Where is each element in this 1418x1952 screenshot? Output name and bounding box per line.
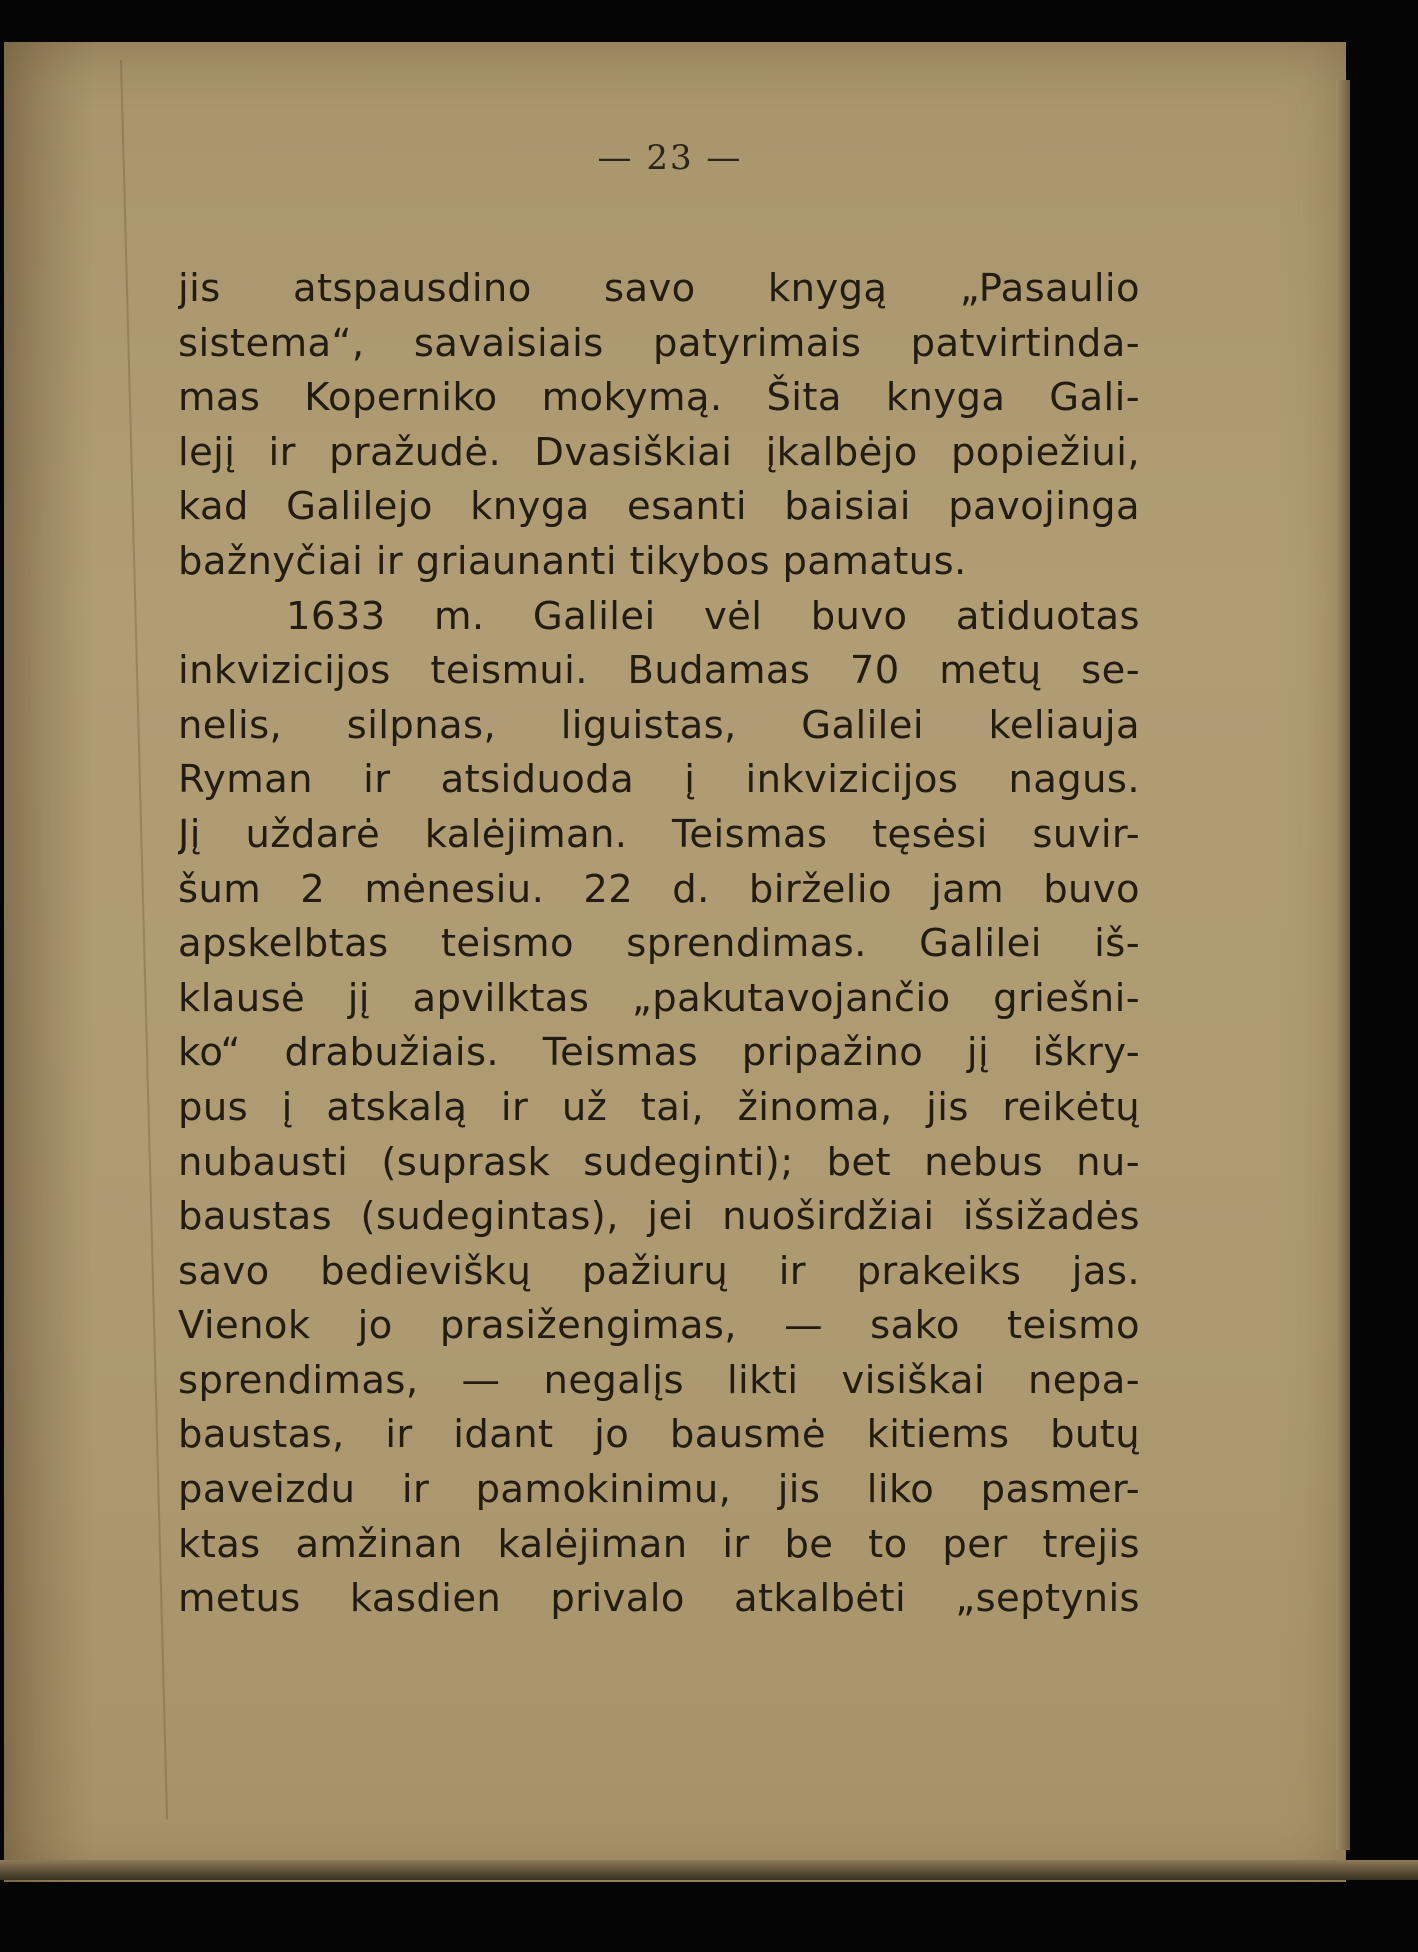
text-line: jis atspausdino savo knygą „Pasaulio [178,266,1140,311]
text-line: šum 2 mėnesiu. 22 d. birželio jam buvo [178,866,1140,912]
page-number: — 23 — [597,138,743,178]
body-text [178,262,1140,1627]
text-line: baustas (sudegintas), jei nuoširdžiai išsižadės [178,1194,1140,1240]
text-line: sprendimas, — negalįs likti visiškai nepa- [178,1357,1140,1403]
text-line: ko“ drabužiais. Teismas pripažino jį iškry- [178,1030,1140,1076]
text-line: pus į atskalą ir už tai, žinoma, jis reikėtų [178,1084,1140,1130]
text-line: Jį uždarė kalėjiman. Teismas tęsėsi suvir- [178,811,1140,857]
text-line: Vienok jo prasižengimas, — sako teismo [178,1303,1140,1349]
text-line: Ryman ir atsiduoda į inkvizicijos nagus. [178,757,1140,803]
text-line: nelis, silpnas, liguistas, Galilei keliauja [178,702,1140,748]
page-shadow-left [4,42,94,1882]
page-right-edge [1336,80,1350,1850]
text-line: baustas, ir idant jo bausmė kitiems butų [178,1412,1140,1458]
text-line: nubausti (suprask sudeginti); bet nebus nu- [178,1139,1140,1185]
text-line: paveizdu ir pamokinimu, jis liko pasmer- [178,1467,1140,1513]
text-line: 1633 m. Galilei vėl buvo atiduotas [286,593,1140,639]
text-line: metus kasdien privalo atkalbėti „septynis [178,1576,1140,1622]
text-line: savo bedieviškų pažiurų ir prakeiks jas. [178,1248,1140,1294]
text-line: apskelbtas teismo sprendimas. Galilei iš- [178,921,1140,967]
text-line: sistema“, savaisiais patyrimais patvirtinda- [178,320,1140,366]
text-line: kad Galilejo knyga esanti baisiai pavojinga [178,484,1140,530]
page-bottom-edge [0,1860,1418,1880]
text-line: klausė jį apvilktas „pakutavojančio griešni- [178,975,1140,1021]
text-line: mas Koperniko mokymą. Šita knyga Gali- [178,375,1140,421]
text-line: bažnyčiai ir griaunanti tikybos pamatus. [178,538,967,584]
text-line: lejį ir pražudė. Dvasiškiai įkalbėjo popiežiui, [178,429,1140,475]
text-line: inkvizicijos teismui. Budamas 70 metų se- [178,648,1140,694]
text-line: ktas amžinan kalėjiman ir be to per trejis [178,1521,1140,1567]
